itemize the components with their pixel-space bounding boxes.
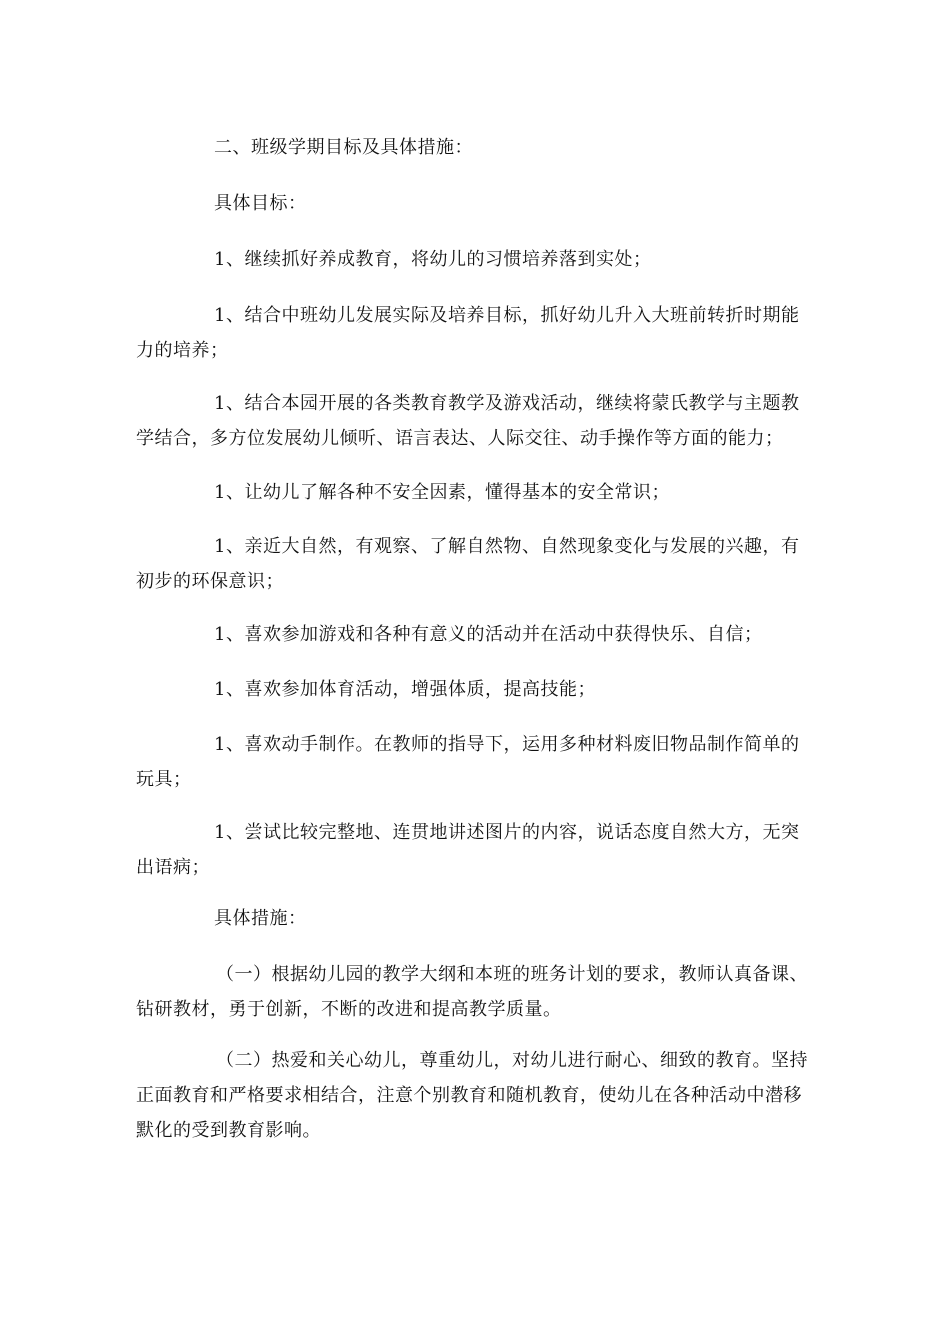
goal-item: 1、喜欢动手制作。在教师的指导下，运用多种材料废旧物品制作简单的玩具； [136, 734, 800, 790]
goal-item: 1、结合本园开展的各类教育教学及游戏活动，继续将蒙氏教学与主题教学结合，多方位发展幼儿倾听、语言表达、人际交往、动手操作等方面的能力； [136, 393, 800, 449]
goal-item: 1、让幼儿了解各种不安全因素，懂得基本的安全常识； [214, 482, 670, 503]
subheading-goals: 具体目标： [214, 193, 307, 214]
goal-item: 1、结合中班幼儿发展实际及培养目标，抓好幼儿升入大班前转折时期能力的培养； [136, 305, 800, 361]
goal-item: 1、亲近大自然，有观察、了解自然物、自然现象变化与发展的兴趣，有初步的环保意识； [136, 536, 800, 592]
section-heading: 二、班级学期目标及具体措施： [214, 137, 473, 158]
goal-item: 1、尝试比较完整地、连贯地讲述图片的内容，说话态度自然大方，无突出语病； [136, 822, 800, 878]
goal-item: 1、喜欢参加体育活动，增强体质，提高技能； [214, 679, 596, 700]
measure-item: （一）根据幼儿园的教学大纲和本班的班务计划的要求，教师认真备课、钻研教材，勇于创新，不断的改进和提高教学质量。 [136, 964, 808, 1020]
measure-item: （二）热爱和关心幼儿，尊重幼儿，对幼儿进行耐心、细致的教育。坚持正面教育和严格要求相结合，注意个别教育和随机教育，使幼儿在各种活动中潜移默化的受到教育影响。 [136, 1050, 808, 1141]
subheading-measures: 具体措施： [214, 908, 307, 929]
goal-item: 1、喜欢参加游戏和各种有意义的活动并在活动中获得快乐、自信； [214, 624, 763, 645]
goal-item: 1、继续抓好养成教育，将幼儿的习惯培养落到实处； [214, 249, 652, 270]
